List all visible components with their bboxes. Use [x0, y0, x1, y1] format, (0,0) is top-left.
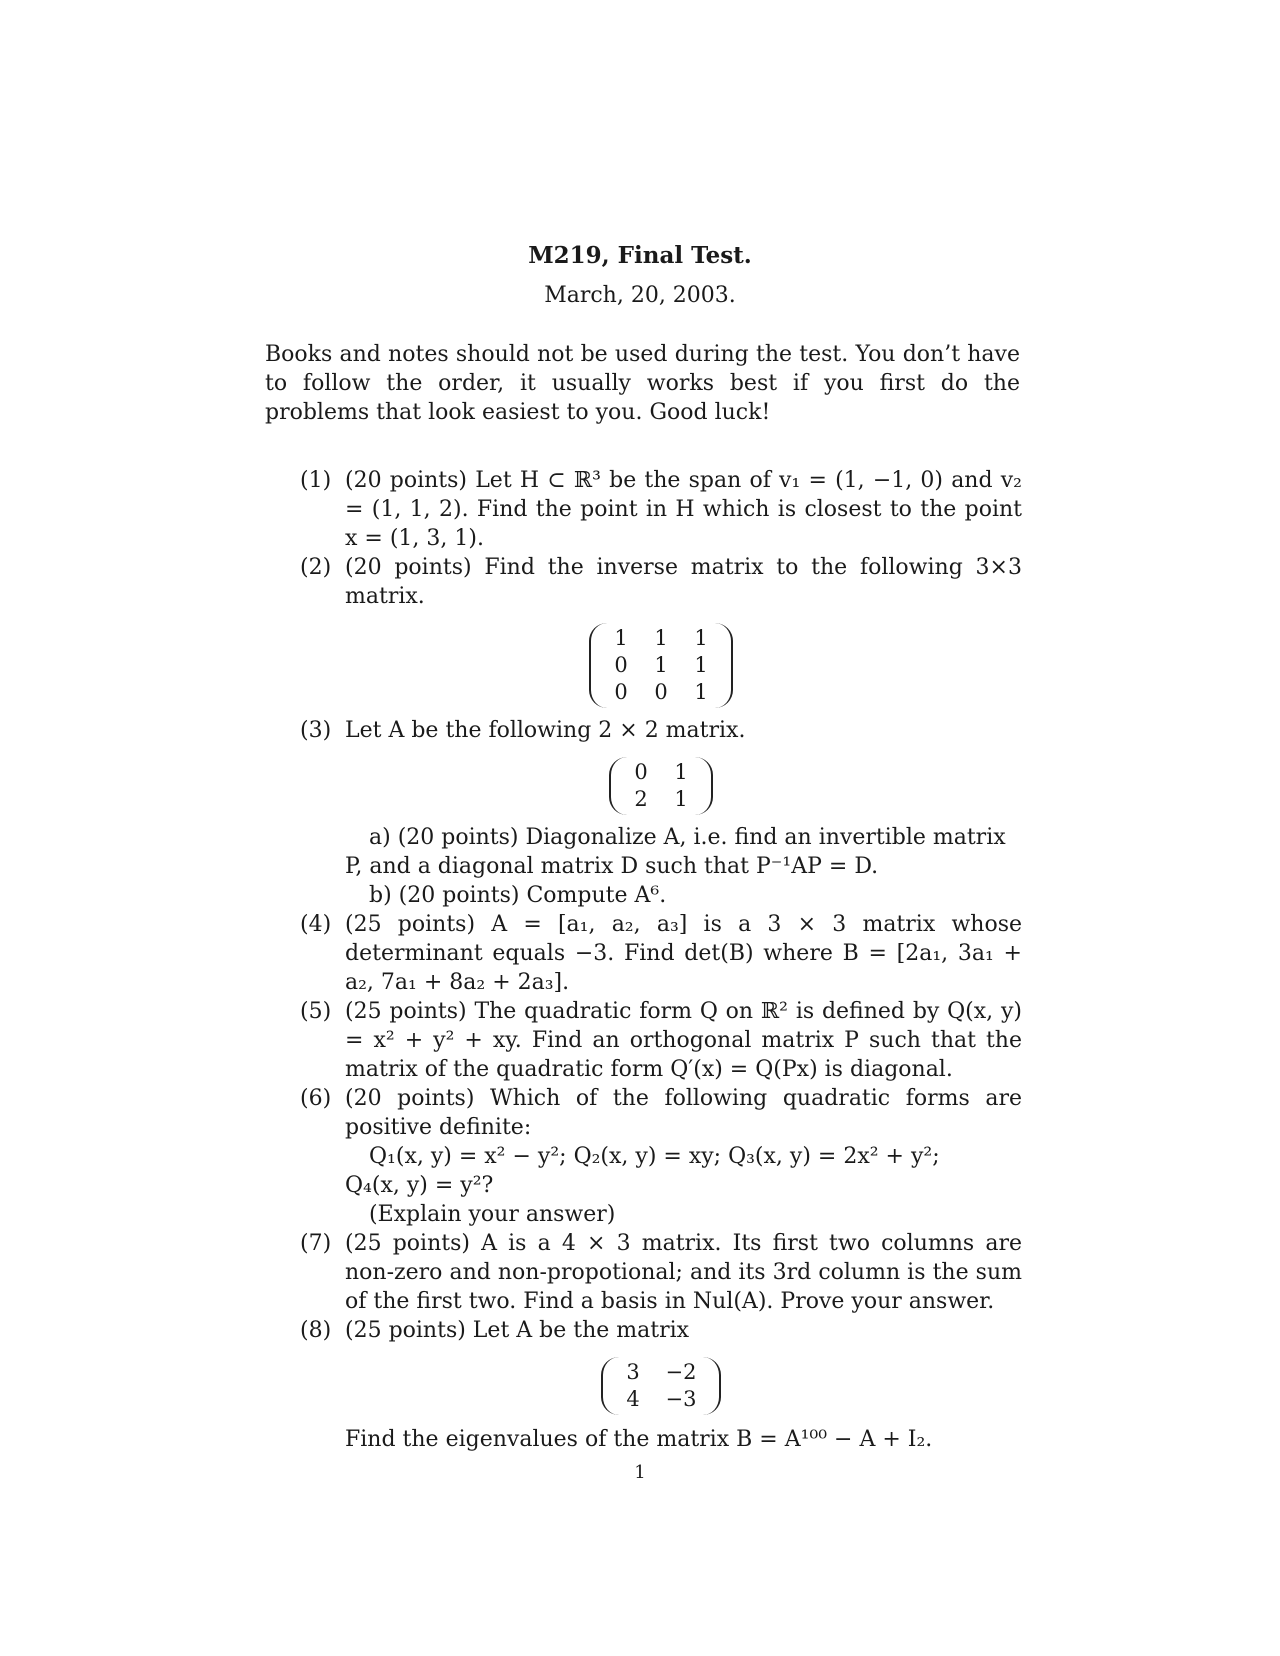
- matrix-3x3: [589, 623, 733, 708]
- matrix-cell: 1: [694, 653, 708, 677]
- matrix-cell: 1: [654, 626, 668, 650]
- problem-1: [300, 466, 1022, 553]
- matrix-block: [300, 623, 1022, 708]
- problem-text: Let A be the following 2 × 2 matrix.: [345, 718, 746, 743]
- problem-number: (5): [300, 999, 332, 1024]
- problem-text: (25 points) Let A be the matrix: [345, 1318, 690, 1343]
- problem-number: (8): [300, 1318, 332, 1343]
- matrix-cell: 1: [674, 760, 688, 784]
- problem-number: (6): [300, 1086, 332, 1111]
- problem-3: [300, 716, 1022, 745]
- matrix-cell: 1: [694, 626, 708, 650]
- quadratic-forms-line: Q₄(x, y) = y²?: [345, 1173, 494, 1198]
- matrix-cell: 0: [634, 760, 648, 784]
- problem-3-parts: [300, 823, 1022, 910]
- matrix-cell: 0: [614, 680, 628, 704]
- problem-list: [300, 466, 1022, 1454]
- problem-number: (4): [300, 912, 332, 937]
- problem-8: [300, 1316, 1022, 1345]
- part-a-continuation: P, and a diagonal matrix D such that P⁻¹AP = D.: [345, 854, 879, 879]
- problem-number: (2): [300, 555, 332, 580]
- problem-4: [300, 910, 1022, 997]
- exam-date: March, 20, 2003.: [544, 283, 736, 308]
- instructions-paragraph: Books and notes should not be used during the test. You don’t have to follow the order, it usually works best if you first do the problems that look easiest to you. Good luck!: [265, 342, 1020, 425]
- problem-text: (20 points) Find the inverse matrix to the following 3×3 matrix.: [345, 555, 1022, 609]
- part-b-text: b) (20 points) Compute A⁶.: [369, 883, 667, 908]
- problem-text: (20 points) Which of the following quadratic forms are positive definite:: [345, 1086, 1022, 1140]
- matrix-cell: 1: [614, 626, 628, 650]
- part-a-text: a) (20 points) Diagonalize A, i.e. find an invertible matrix: [369, 825, 1006, 850]
- problem-2: [300, 553, 1022, 611]
- page-number: 1: [634, 1462, 646, 1483]
- matrix-cell: 4: [626, 1387, 640, 1411]
- matrix-cell: −2: [665, 1360, 697, 1384]
- problem-8-final: [300, 1425, 1022, 1454]
- eigenvalue-question: Find the eigenvalues of the matrix B = A¹⁰⁰ − A + I₂.: [345, 1427, 933, 1452]
- matrix-cell: 0: [614, 653, 628, 677]
- matrix-cell: −3: [665, 1387, 697, 1411]
- problem-number: (7): [300, 1231, 332, 1256]
- problem-text: (20 points) Let H ⊂ ℝ³ be the span of v₁ = (1, −1, 0) and v₂ = (1, 1, 2). Find the point in H which is closest to the point x = (1, 3, 1).: [345, 468, 1022, 551]
- matrix-cell: 1: [674, 787, 688, 811]
- problem-text: (25 points) A = [a₁, a₂, a₃] is a 3 × 3 matrix whose determinant equals −3. Find det(B) where B = [2a₁, 3a₁ + a₂, 7a₁ + 8a₂ + 2a₃].: [345, 912, 1022, 995]
- problem-5: [300, 997, 1022, 1084]
- matrix-2x2: [601, 1357, 721, 1415]
- matrix-cell: 1: [694, 680, 708, 704]
- matrix-block: [300, 1357, 1022, 1415]
- problem-text: (25 points) The quadratic form Q on ℝ² is defined by Q(x, y) = x² + y² + xy. Find an orthogonal matrix P such that the matrix of the quadratic form Q′(x) = Q(Px) is diagonal.: [345, 999, 1022, 1082]
- explain-note: (Explain your answer): [369, 1202, 616, 1227]
- matrix-cell: 2: [634, 787, 648, 811]
- problem-6: [300, 1084, 1022, 1229]
- matrix-2x2: [609, 757, 713, 815]
- problem-7: [300, 1229, 1022, 1316]
- problem-text: (25 points) A is a 4 × 3 matrix. Its first two columns are non-zero and non-propotional; and its 3rd column is the sum of the first two. Find a basis in Nul(A). Prove your answer.: [345, 1231, 1022, 1314]
- matrix-cell: 0: [654, 680, 668, 704]
- problem-number: (1): [300, 468, 332, 493]
- quadratic-forms-line: Q₁(x, y) = x² − y²; Q₂(x, y) = xy; Q₃(x, y) = 2x² + y²;: [369, 1144, 940, 1169]
- problem-number: (3): [300, 718, 332, 743]
- page-title: M219, Final Test.: [528, 242, 752, 269]
- matrix-block: [300, 757, 1022, 815]
- matrix-cell: 3: [626, 1360, 640, 1384]
- matrix-cell: 1: [654, 653, 668, 677]
